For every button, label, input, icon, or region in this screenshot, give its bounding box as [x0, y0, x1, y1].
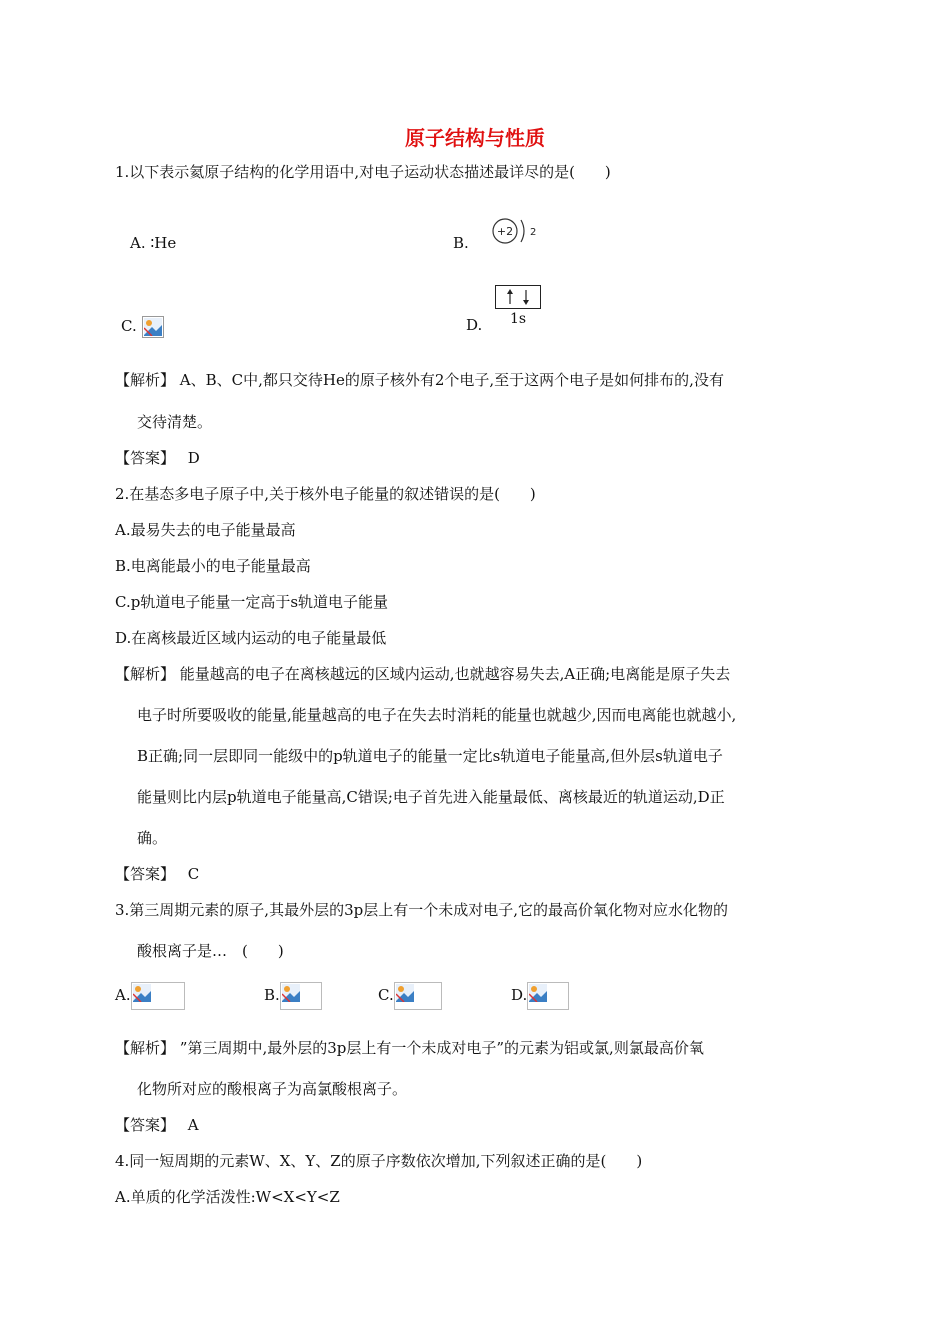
answer-tag: 【答案】 [115, 449, 176, 467]
formula-image-placeholder [280, 982, 322, 1010]
analysis-text: ”第三周期中,最外层的3p层上有一个未成对电子”的元素为铝或氯,则氯最高价氧 [179, 1039, 704, 1057]
orbital-label: 1s [509, 311, 527, 327]
option-label: D. [511, 986, 528, 1004]
broken-image-icon [281, 983, 301, 1003]
q2-answer [115, 864, 199, 884]
q2-option-d: D.在离核最近区域内运动的电子能量最低 [115, 629, 387, 647]
q3-analysis-line-1 [115, 1038, 704, 1058]
q2-analysis-line-1 [115, 664, 730, 684]
analysis-tag: 【解析】 [115, 1039, 176, 1057]
broken-image-icon [395, 983, 415, 1003]
formula-image-placeholder [394, 982, 442, 1010]
q2-analysis-line-5: 确。 [137, 829, 168, 847]
answer-tag: 【答案】 [115, 865, 176, 883]
q2-analysis-line-2: 电子时所要吸收的能量,能量越高的电子在失去时消耗的能量也就越少,因而电离能也就越小, [137, 706, 737, 724]
q2-option-b: B.电离能最小的电子能量最高 [115, 557, 311, 575]
formula-image-placeholder [527, 982, 569, 1010]
q1-answer [115, 448, 200, 468]
option-label: A. [115, 986, 131, 1004]
q3-analysis-line-2: 化物所对应的酸根离子为高氯酸根离子。 [137, 1080, 408, 1098]
q1-analysis-line-1 [115, 370, 724, 390]
q1-option-d-label: D. [466, 316, 483, 334]
broken-image-icon [132, 983, 152, 1003]
question-1-stem: 1.以下表示氦原子结构的化学用语中,对电子运动状态描述最详尽的是( ) [115, 163, 611, 181]
answer-value: C [187, 865, 200, 883]
spin-arrows-icon [496, 286, 540, 308]
answer-tag: 【答案】 [115, 1116, 176, 1134]
question-3-stem-line-1: 3.第三周期元素的原子,其最外层的3p层上有一个未成对电子,它的最高价氧化物对应水化物的 [115, 901, 728, 919]
analysis-tag: 【解析】 [115, 371, 176, 389]
q1-option-c [121, 316, 164, 338]
option-label: A. [130, 234, 146, 252]
q2-analysis-line-4: 能量则比内层p轨道电子能量高,C错误;电子首先进入能量最低、离核最近的轨道运动,D正 [137, 788, 725, 806]
q1-option-a [130, 234, 176, 252]
q3-option-c [378, 982, 442, 1010]
q1-option-b-label: B. [453, 234, 469, 252]
orbital-diagram [495, 285, 541, 331]
question-4-stem: 4.同一短周期的元素W、X、Y、Z的原子序数依次增加,下列叙述正确的是( ) [115, 1152, 643, 1170]
answer-value: A [187, 1116, 199, 1134]
page-title: 原子结构与性质 [405, 126, 545, 150]
q2-option-c: C.p轨道电子能量一定高于s轨道电子能量 [115, 593, 389, 611]
q2-option-a: A.最易失去的电子能量最高 [115, 521, 296, 539]
analysis-text: A、B、C中,都只交待He的原子核外有2个电子,至于这两个电子是如何排布的,没有 [179, 371, 724, 389]
formula-image-placeholder [131, 982, 185, 1010]
question-2-stem: 2.在基态多电子原子中,关于核外电子能量的叙述错误的是( ) [115, 485, 536, 503]
question-3-stem-line-2: 酸根离子是… ( ) [137, 942, 284, 960]
atom-structure-diagram [490, 214, 540, 248]
option-label: C. [121, 317, 137, 335]
q1-analysis-line-2: 交待清楚。 [137, 413, 213, 431]
q3-option-b [264, 982, 322, 1010]
analysis-text: 能量越高的电子在离核越远的区域内运动,也就越容易失去,A正确;电离能是原子失去 [179, 665, 731, 683]
broken-image-icon [528, 983, 548, 1003]
option-text: ∶He [150, 234, 177, 252]
analysis-tag: 【解析】 [115, 665, 176, 683]
q3-answer [115, 1115, 199, 1135]
option-label: C. [378, 986, 394, 1004]
q4-option-a: A.单质的化学活泼性:W<X<Y<Z [115, 1188, 340, 1206]
broken-image-icon [142, 316, 164, 338]
q2-analysis-line-3: B正确;同一层即同一能级中的p轨道电子的能量一定比s轨道电子能量高,但外层s轨道电子 [137, 747, 723, 765]
answer-value: D [187, 449, 200, 467]
q3-option-a [115, 982, 185, 1010]
shell-electron-count: 2 [530, 227, 537, 238]
atom-diagram-icon [490, 214, 540, 248]
nucleus-charge: +2 [496, 225, 514, 238]
orbital-box [495, 285, 541, 309]
q3-option-d [511, 982, 569, 1010]
option-label: B. [264, 986, 280, 1004]
